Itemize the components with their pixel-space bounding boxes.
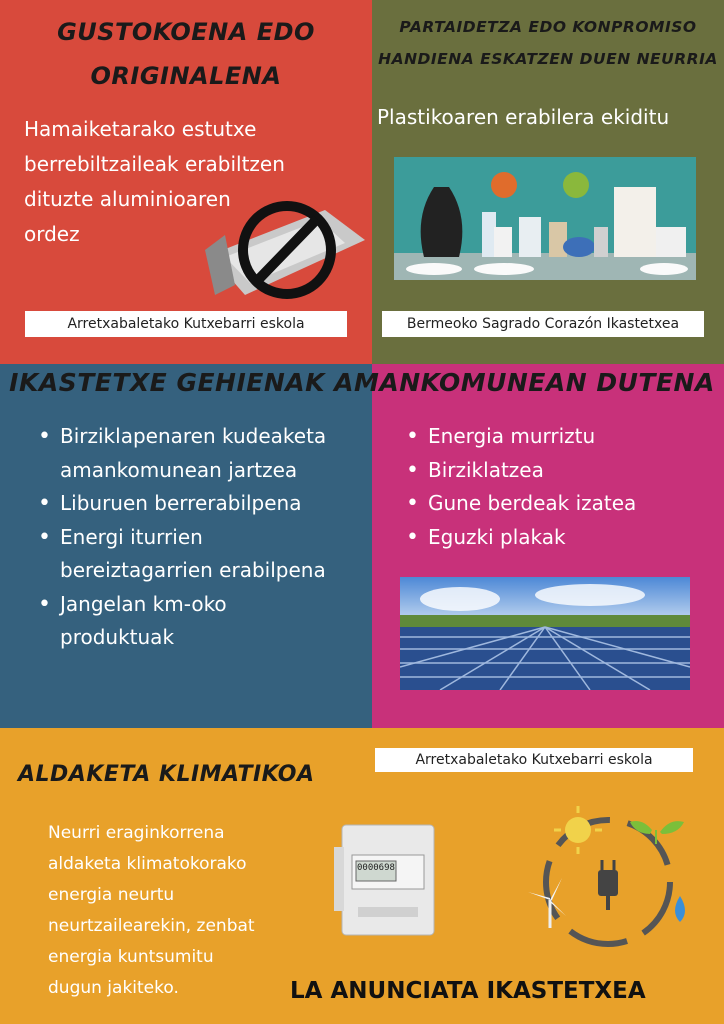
- climate-title: ALDAKETA KLIMATIKOA: [18, 762, 315, 787]
- favorite-body-line: ordez: [24, 222, 80, 246]
- school-label: Bermeoko Sagrado Corazón Ikastetxea: [382, 311, 704, 337]
- school-label: Arretxabaletako Kutxebarri eskola: [375, 748, 693, 772]
- climate-body-line: energia neurtu: [48, 885, 175, 905]
- list-item: • Jangelan km-oko produktuak: [34, 588, 374, 655]
- list-item: • Gune berdeak izatea: [402, 487, 712, 521]
- commitment-title-line1: PARTAIDETZA EDO KONPROMISO: [399, 18, 697, 36]
- solar-panels-image: [400, 577, 690, 690]
- school-label: Arretxabaletako Kutxebarri eskola: [25, 311, 347, 337]
- list-item: • Eguzki plakak: [402, 521, 712, 555]
- energy-meter-icon: [330, 815, 442, 940]
- no-aluminum-foil-icon: [205, 195, 370, 305]
- footer-school-name: LA ANUNCIATA IKASTETXEA: [290, 978, 646, 1004]
- climate-body-line: aldaketa klimatokorako: [48, 854, 247, 874]
- list-item: • Birziklatzea: [402, 454, 712, 488]
- list-item: • Energia murriztu: [402, 420, 712, 454]
- favorite-title-line2: ORIGINALENA: [90, 62, 282, 90]
- climate-body-line: dugun jakiteko.: [48, 978, 179, 998]
- climate-body-line: neurtzailearekin, zenbat: [48, 916, 255, 936]
- renewable-energy-icon: [520, 800, 698, 960]
- favorite-title-line1: GUSTOKOENA EDO: [57, 18, 315, 46]
- plastic-items-image: [394, 157, 696, 280]
- favorite-body-line: Hamaiketarako estutxe: [24, 117, 257, 141]
- list-item: • Liburuen berrerabilpena: [34, 487, 374, 521]
- list-item: • Energi iturrien bereiztagarrien erabilpena: [34, 521, 374, 588]
- commitment-body: Plastikoaren erabilera ekiditu: [377, 105, 670, 129]
- favorite-body-line: dituzte aluminioaren: [24, 187, 231, 211]
- favorite-body-line: berrebiltzaileak erabiltzen: [24, 152, 285, 176]
- list-item: • Birziklapenaren kudeaketa amankomunean jartzea: [34, 420, 374, 487]
- climate-body-line: energia kuntsumitu: [48, 947, 214, 967]
- climate-body-line: Neurri eraginkorrena: [48, 823, 225, 843]
- common-right-list: [402, 420, 712, 554]
- common-title: IKASTETXE GEHIENAK AMANKOMUNEAN DUTENA: [9, 368, 715, 397]
- common-left-list: [34, 420, 374, 655]
- climate-body: [48, 818, 255, 1004]
- commitment-title-line2: HANDIENA ESKATZEN DUEN NEURRIA: [378, 50, 718, 68]
- meter-display: 0000698: [357, 863, 395, 873]
